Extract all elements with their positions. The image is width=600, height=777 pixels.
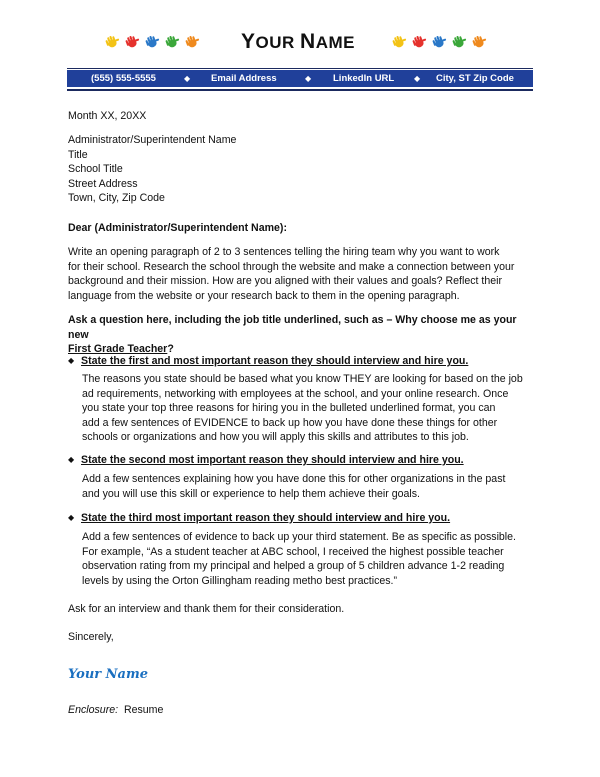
handprint-icon [183,33,200,49]
sign-off: Sincerely, [68,631,114,643]
enclosure-value: Resume [123,704,164,716]
enclosure-label: Enclosure: [68,704,119,716]
recipient-city: Town, City, Zip Code [68,192,165,205]
separator-diamond-icon: ◆ [305,74,312,83]
recipient-school: School Title [68,163,123,176]
handprint-icon [430,33,447,49]
applicant-name-heading: YOUR NAME [241,30,355,53]
question-paragraph: Ask a question here, including the job title underlined, such as – Why choose me as your new First Grade Teacher? [68,314,517,356]
handprint-icon [390,33,407,49]
handprint-icon [410,33,427,49]
contact-bar-bottom-rule [67,89,533,91]
enclosure-line [68,704,163,716]
opening-paragraph: Write an opening paragraph of 2 to 3 sentences telling the hiring team why you want to work for their school. Research the school through the website and make a connection between your background and their mission. How are you aligned with their values and goals? Reflect their language from the website or your research back to them in the opening paragraph. [68,246,515,302]
bullet-1-body: The reasons you state should be based what you know THEY are looking for based on the job ad requirements, networking with employees at the school, and your online research. Once you state your top three reasons for hiring you in the bulleted underlined format, you can add a few sentences of EVIDENCE to back up how you have done these things for other schools or organizations and how you will apply this skills and attributes to this job. [82,373,523,444]
bullet-diamond-icon: ◆ [68,455,75,464]
separator-diamond-icon: ◆ [184,74,191,83]
bullet-diamond-icon: ◆ [68,356,75,365]
handprint-icon [143,33,160,49]
bullet-1-heading: State the first and most important reason they should interview and hire you. [81,355,469,367]
closing-request: Ask for an interview and thank them for their consideration. [68,603,345,615]
letter-date: Month XX, 20XX [68,110,147,122]
recipient-street: Street Address [68,177,138,190]
bullet-2-heading: State the second most important reason they should interview and hire you. [81,454,464,466]
contact-bar-top-rule [67,68,533,69]
recipient-title: Title [68,148,88,161]
separator-diamond-icon: ◆ [414,74,421,83]
contact-bar [67,70,533,87]
hand-icons-left [103,33,200,49]
signature: Your Name [68,667,148,682]
bullet-3-heading: State the third most important reason they should interview and hire you. [81,512,451,524]
handprint-icon [103,33,120,49]
handprint-icon [470,33,487,49]
recipient-name: Administrator/Superintendent Name [68,134,237,146]
bullet-2-body: Add a few sentences explaining how you have done this for other organizations in the past and you will use this skill or experience to help them achieve their goals. [82,473,506,500]
handprint-icon [450,33,467,49]
job-title: First Grade Teacher [68,343,168,356]
contact-email[interactable]: Email Address [211,73,277,84]
contact-phone: (555) 555-5555 [91,73,156,84]
hand-icons-right [390,33,487,49]
bullet-3-body: Add a few sentences of evidence to back up your third statement. Be as specific as possible. For example, “As a student teacher at ABC school, I received the highest possible teacher observation rating from my principal and helped a group of 5 children advance 1-2 reading levels by using the Orton Gillingham reading metho best practices.” [82,531,516,587]
handprint-icon [163,33,180,49]
bullet-diamond-icon: ◆ [68,513,75,522]
recipient-address [68,133,533,206]
letter-header [0,30,600,60]
contact-location: City, ST Zip Code [436,73,514,84]
salutation: Dear (Administrator/Superintendent Name): [68,222,287,234]
handprint-icon [123,33,140,49]
contact-linkedin[interactable]: LinkedIn URL [333,73,395,84]
